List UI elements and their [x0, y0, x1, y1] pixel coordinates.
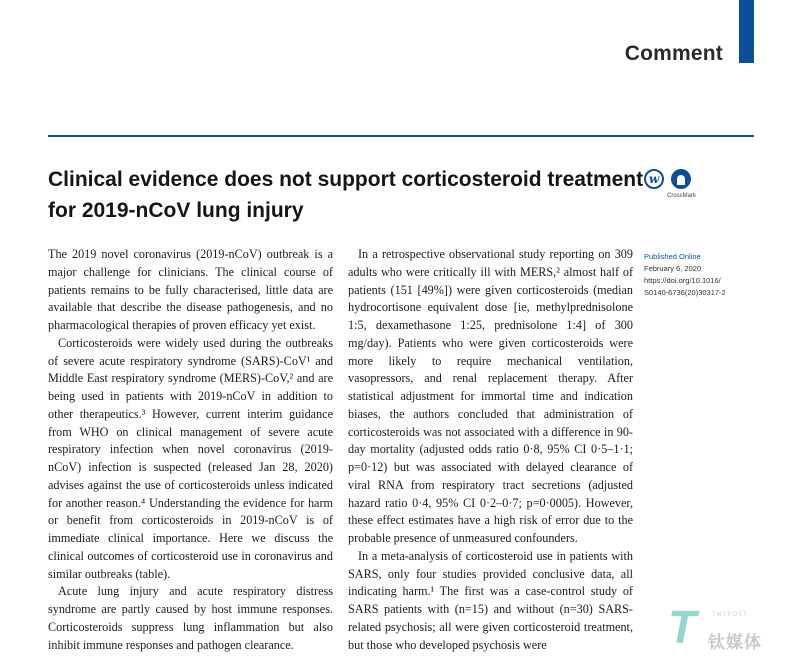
doi-link-line1[interactable]: https://doi.org/10.1016/	[644, 276, 721, 285]
published-online-label: Published Online	[644, 252, 701, 261]
published-date: February 6, 2020	[644, 264, 702, 273]
watermark-logo	[668, 602, 778, 658]
open-access-w-icon[interactable]: w	[644, 169, 664, 189]
paragraph: In a retrospective observational study reporting on 309 adults who were critically ill with MERS,² almost half of patients (151 [49%]) were given corticosteroids (median hydrocortisone equivalent dose [ie, methylprednisolone 1:5, dexamethasone 1:25, prednisolone 1:4] of 300 mg/day). Patients who were given corticosteroids were more likely to require mechanical ventilation, vasopressors, and renal replacement therapy. After statistical adjustment for immortal time and indication biases, the authors concluded that administration of corticosteroids was not associated with a difference in 90-day mortality (adjusted odds ratio 0·8, 95% CI 0·5–1·1; p=0·12) but was associated with delayed clearance of viral RNA from respiratory tract secretions (adjusted hazard ratio 0·4, 95% CI 0·2–0·7; p=0·0005). However, these effect estimates have a high risk of error due to the probable presence of unmeasured confounders.	[348, 247, 633, 545]
crossmark-label: CrossMark	[667, 193, 697, 199]
paragraph: Acute lung injury and acute respiratory distress syndrome are partly caused by host immune responses. Corticosteroids suppress lung inflammation but also inhibit immune responses and pathogen clearance.	[48, 584, 333, 652]
publication-info	[644, 251, 754, 299]
article-badges	[644, 169, 704, 203]
doi-link-line2[interactable]: S0140-6736(20)30317-2	[644, 288, 726, 297]
watermark-t-icon: T	[668, 601, 697, 653]
header-rule	[48, 135, 754, 137]
watermark-text: 钛媒体	[708, 633, 762, 652]
middle-column	[348, 246, 633, 654]
paragraph: Corticosteroids were widely used during the outbreaks of severe acute respiratory syndrome (SARS)-CoV¹ and Middle East respiratory syndrome (MERS)-CoV,² and are being used in patients with 2019-nCoV in addition to other therapeutics.³ However, current interim guidance from WHO on clinical management of severe acute respiratory infection when novel coronavirus (2019-nCoV) infection is suspected (released Jan 28, 2020) advises against the use of corticosteroids unless indicated for another reason.⁴ Understanding the evidence for harm or benefit from corticosteroids in 2019-nCoV is of immediate clinical importance. Here we discuss the clinical outcomes of corticosteroid use in coronavirus and similar outbreaks (table).	[48, 335, 333, 581]
section-color-tab	[739, 0, 754, 63]
article-title: Clinical evidence does not support corticosteroid treatment for 2019-nCoV lung injury	[48, 168, 644, 222]
watermark-small-text: TMTPOST	[712, 612, 748, 618]
crossmark-icon[interactable]	[671, 169, 691, 189]
section-label: Comment	[624, 42, 723, 65]
paragraph: In a meta-analysis of corticosteroid use in patients with SARS, only four studies provided conclusive data, all indicating harm.¹ The first was a case-control study of SARS patients with (n=15) and without (n=30) SARS-related psychosis; all were given corticosteroid treatment, but those who developed psychosis were	[348, 548, 633, 652]
paragraph: The 2019 novel coronavirus (2019-nCoV) outbreak is a major challenge for clinicians. The clinical course of patients remains to be fully characterised, little data are available that describe the disease pathogenesis, and no pharmacological therapies of proven efficacy yet exist.	[48, 247, 333, 332]
left-column	[48, 246, 333, 654]
